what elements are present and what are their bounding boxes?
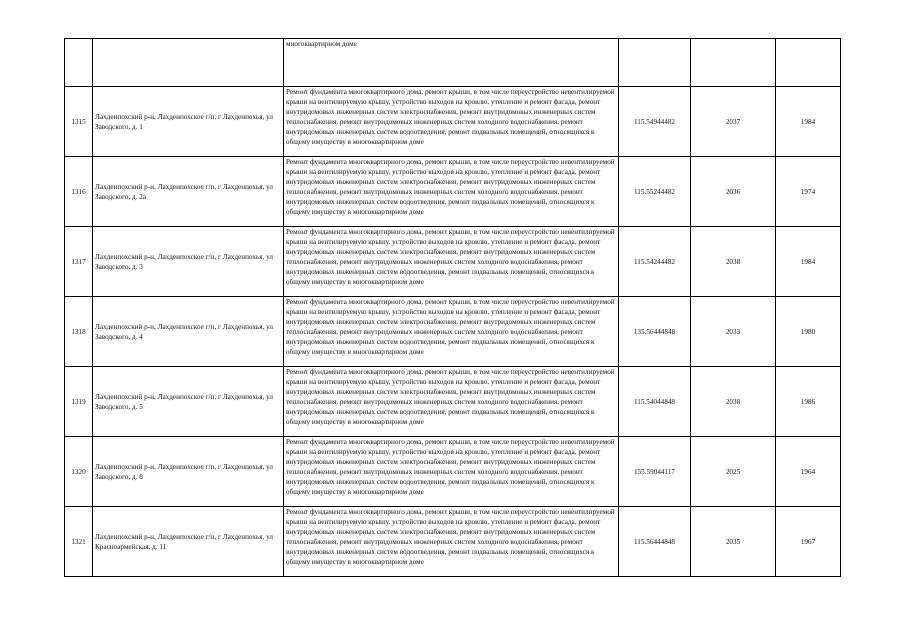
registry-table-body [65, 39, 841, 577]
cell-planned-year [691, 39, 776, 87]
cell-build-year [776, 39, 841, 87]
cell-number: 1316 [65, 157, 93, 227]
cell-number: 1319 [65, 367, 93, 437]
cell-cost [619, 39, 691, 87]
cell-work-types: Ремонт фундамента многоквартирного дома, ремонт крыши, в том числе переустройство невентилируемой крыши на вентилируемую крышу, устройство выходов на кровлю, утепление и ремонт фасада, ремонт внутридомовых инженерных систем электроснабжения, ремонт внутридомовых инженерных систем теплоснабжения, ремонт внутридомовых инженерных систем холодного водоснабжения, ремонт внутридомовых инженерных систем водоотведения, ремонт подвальных помещений, относящихся к общему имуществу в многоквартирном доме [284, 437, 619, 507]
cell-number: 1320 [65, 437, 93, 507]
cell-number [65, 39, 93, 87]
cell-planned-year: 2025 [691, 437, 776, 507]
cell-build-year: 1986 [776, 367, 841, 437]
cell-work-types: Ремонт фундамента многоквартирного дома, ремонт крыши, в том числе переустройство невентилируемой крыши на вентилируемую крышу, устройство выходов на кровлю, утепление и ремонт фасада, ремонт внутридомовых инженерных систем электроснабжения, ремонт внутридомовых инженерных систем теплоснабжения, ремонт внутридомовых инженерных систем холодного водоснабжения, ремонт внутридомовых инженерных систем водоотведения, ремонт подвальных помещений, относящихся к общему имуществу в многоквартирном доме [284, 157, 619, 227]
cell-build-year: 1980 [776, 297, 841, 367]
cell-planned-year: 2035 [691, 507, 776, 577]
cell-cost: 115.54944482 [619, 87, 691, 157]
cell-cost: 115.56444848 [619, 507, 691, 577]
cell-planned-year: 2038 [691, 227, 776, 297]
cell-work-types: Ремонт фундамента многоквартирного дома, ремонт крыши, в том числе переустройство невентилируемой крыши на вентилируемую крышу, устройство выходов на кровлю, утепление и ремонт фасада, ремонт внутридомовых инженерных систем электроснабжения, ремонт внутридомовых инженерных систем теплоснабжения, ремонт внутридомовых инженерных систем холодного водоснабжения, ремонт внутридомовых инженерных систем водоотведения, ремонт подвальных помещений, относящихся к общему имуществу в многоквартирном доме [284, 507, 619, 577]
cell-address [93, 39, 284, 87]
cell-address: Лахденпохский р-н, Лахденпохское г/п, г Лахденпохья, ул Заводского, д. 4 [93, 297, 284, 367]
cell-build-year: 1974 [776, 157, 841, 227]
cell-planned-year: 2038 [691, 367, 776, 437]
cell-work-types [284, 39, 619, 87]
cell-number: 1318 [65, 297, 93, 367]
table-row [65, 297, 841, 367]
table-row [65, 367, 841, 437]
cell-build-year: 1964 [776, 437, 841, 507]
cell-number: 1317 [65, 227, 93, 297]
cell-build-year: 1984 [776, 227, 841, 297]
table-row [65, 227, 841, 297]
cell-number: 1315 [65, 87, 93, 157]
document-page [64, 38, 841, 577]
table-row-continuation [65, 39, 841, 87]
cell-work-types: Ремонт фундамента многоквартирного дома, ремонт крыши, в том числе переустройство невентилируемой крыши на вентилируемую крышу, устройство выходов на кровлю, утепление и ремонт фасада, ремонт внутридомовых инженерных систем электроснабжения, ремонт внутридомовых инженерных систем теплоснабжения, ремонт внутридомовых инженерных систем холодного водоснабжения, ремонт внутридомовых инженерных систем водоотведения, ремонт подвальных помещений, относящихся к общему имуществу в многоквартирном доме [284, 227, 619, 297]
cell-cost: 115.54044848 [619, 367, 691, 437]
table-row [65, 507, 841, 577]
cell-build-year: 1984 [776, 87, 841, 157]
cell-work-types: Ремонт фундамента многоквартирного дома, ремонт крыши, в том числе переустройство невентилируемой крыши на вентилируемую крышу, устройство выходов на кровлю, утепление и ремонт фасада, ремонт внутридомовых инженерных систем электроснабжения, ремонт внутридомовых инженерных систем теплоснабжения, ремонт внутридомовых инженерных систем холодного водоснабжения, ремонт внутридомовых инженерных систем водоотведения, ремонт подвальных помещений, относящихся к общему имуществу в многоквартирном доме [284, 367, 619, 437]
cell-address: Лахденпохский р-н, Лахденпохское г/п, г Лахденпохья, ул Красноармейская, д. 11 [93, 507, 284, 577]
cell-planned-year: 2033 [691, 297, 776, 367]
cell-work-types: Ремонт фундамента многоквартирного дома, ремонт крыши, в том числе переустройство невентилируемой крыши на вентилируемую крышу, устройство выходов на кровлю, утепление и ремонт фасада, ремонт внутридомовых инженерных систем электроснабжения, ремонт внутридомовых инженерных систем теплоснабжения, ремонт внутридомовых инженерных систем холодного водоснабжения, ремонт внутридомовых инженерных систем водоотведения, ремонт подвальных помещений, относящихся к общему имуществу в многоквартирном доме [284, 297, 619, 367]
cell-address: Лахденпохский р-н, Лахденпохское г/п, г Лахденпохья, ул Заводского, д. 8 [93, 437, 284, 507]
cell-number: 1321 [65, 507, 93, 577]
cell-cost: 155.59044117 [619, 437, 691, 507]
cell-address: Лахденпохский р-н, Лахденпохское г/п, г Лахденпохья, ул Заводского, д. 2а [93, 157, 284, 227]
cell-address: Лахденпохский р-н, Лахденпохское г/п, г Лахденпохья, ул Заводского, д. 1 [93, 87, 284, 157]
cell-work-types: Ремонт фундамента многоквартирного дома, ремонт крыши, в том числе переустройство невентилируемой крыши на вентилируемую крышу, устройство выходов на кровлю, утепление и ремонт фасада, ремонт внутридомовых инженерных систем электроснабжения, ремонт внутридомовых инженерных систем теплоснабжения, ремонт внутридомовых инженерных систем холодного водоснабжения, ремонт внутридомовых инженерных систем водоотведения, ремонт подвальных помещений, относящихся к общему имуществу в многоквартирном доме [284, 87, 619, 157]
table-row [65, 87, 841, 157]
cell-planned-year: 2037 [691, 87, 776, 157]
registry-table [64, 38, 841, 577]
table-row [65, 437, 841, 507]
cell-cost: 115.54244482 [619, 227, 691, 297]
work-types-text: многоквартирном доме [286, 40, 357, 48]
table-row [65, 157, 841, 227]
cell-cost: 115.55244482 [619, 157, 691, 227]
cell-cost: 135.56444848 [619, 297, 691, 367]
cell-build-year: 1967 [776, 507, 841, 577]
cell-address: Лахденпохский р-н, Лахденпохское г/п, г Лахденпохья, ул Заводского, д. 5 [93, 367, 284, 437]
cell-address: Лахденпохский р-н, Лахденпохское г/п, г Лахденпохья, ул Заводского, д. 3 [93, 227, 284, 297]
cell-planned-year: 2036 [691, 157, 776, 227]
